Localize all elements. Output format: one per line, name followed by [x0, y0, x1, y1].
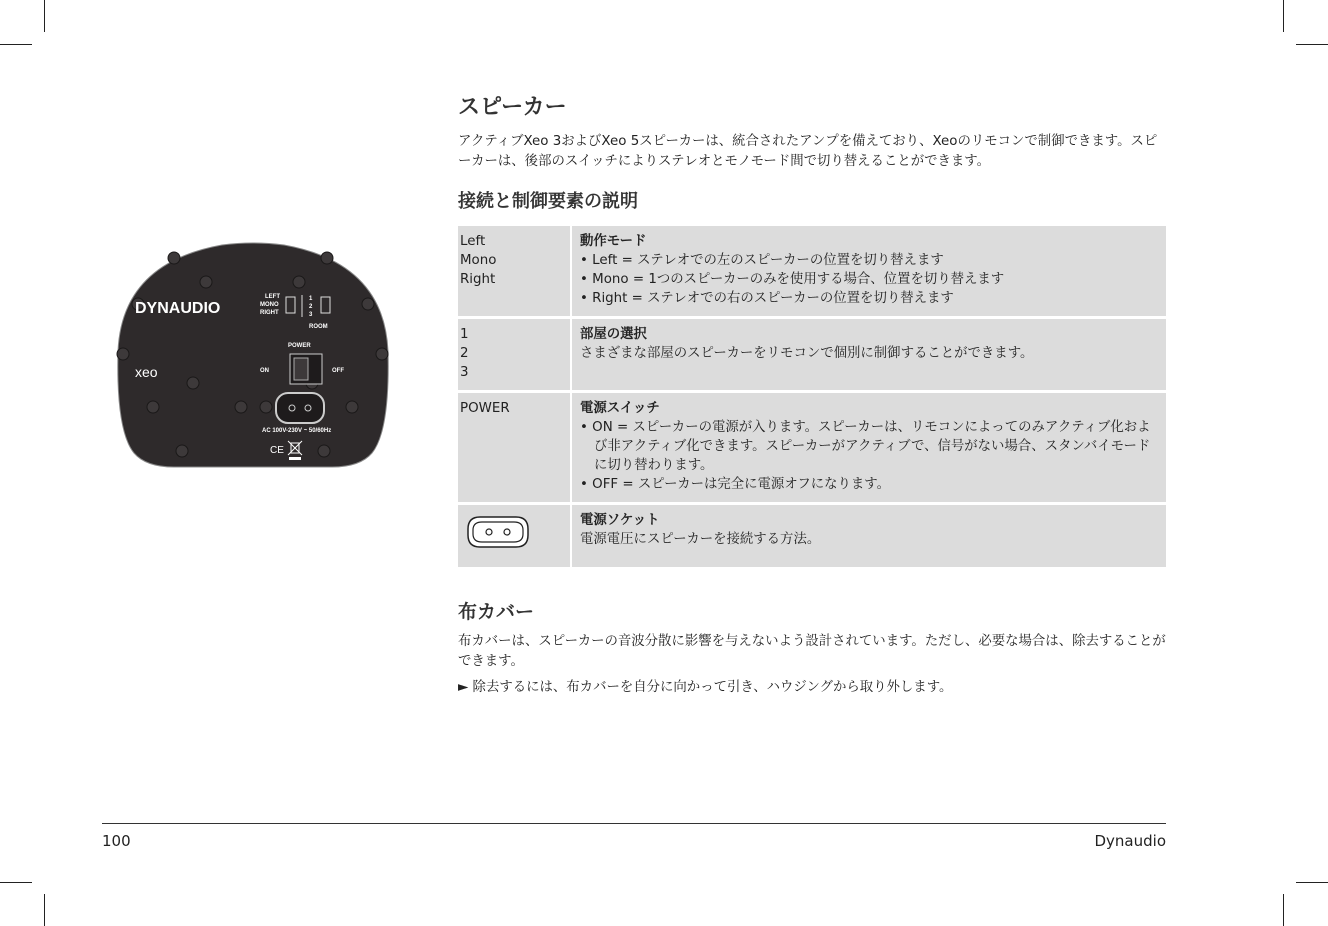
table-row — [458, 318, 1166, 392]
label-right: RIGHT — [260, 310, 279, 316]
row-text: さまざまな部屋のスピーカーをリモコンで個別に制御することができます。 — [580, 346, 1034, 361]
label-3: 3 — [460, 365, 469, 380]
dynaudio-logo: DYNAUDIO — [135, 300, 221, 317]
crop-mark — [44, 0, 45, 32]
label-2: 2 — [309, 304, 313, 310]
crop-mark — [1296, 882, 1328, 883]
label-off: OFF — [332, 368, 344, 374]
label-mono: Mono — [460, 253, 497, 268]
section-title-fabric-cover: 布カバー — [458, 601, 535, 623]
fabric-cover-section — [458, 598, 1166, 698]
row-heading: 動作モード — [580, 234, 647, 249]
footer-brand: Dynaudio — [1094, 832, 1166, 850]
row-heading: 電源スイッチ — [580, 401, 660, 416]
label-on: ON — [260, 368, 269, 374]
label-ac: AC 100V-230V ~ 50/60Hz — [262, 428, 332, 434]
table-cell-description — [571, 504, 1166, 568]
speaker-rear-panel-drawing — [102, 241, 404, 469]
label-mono: MONO — [260, 302, 279, 308]
label-power: POWER — [288, 343, 311, 349]
main-content — [458, 94, 1166, 567]
label-1: 1 — [309, 296, 313, 302]
instruction-item: ► 除去するには、布カバーを自分に向かって引き、ハウジングから取り外します。 — [458, 680, 953, 695]
label-2: 2 — [460, 346, 469, 361]
bullet-item: • Left = ステレオでの左のスピーカーの位置を切り替えます — [580, 253, 944, 268]
crop-mark — [1283, 894, 1284, 926]
crop-mark — [1296, 44, 1328, 45]
bullet-item: • Right = ステレオでの右のスピーカーの位置を切り替えます — [580, 291, 954, 306]
crop-mark — [0, 882, 32, 883]
xeo-logo: xeo — [135, 364, 158, 380]
section-body-fabric-cover: 布カバーは、スピーカーの音波分散に影響を与えないよう設計されています。ただし、必要な場合は、除去することができます。 — [458, 634, 1166, 669]
crop-mark — [44, 894, 45, 926]
table-cell-label — [458, 504, 571, 568]
footer-rule — [102, 823, 1166, 824]
row-heading: 部屋の選択 — [580, 327, 647, 342]
table-row — [458, 504, 1166, 568]
bullet-item: • OFF = スピーカーは完全に電源オフになります。 — [580, 477, 890, 492]
table-cell-label: POWER — [458, 392, 571, 504]
section-title-controls: 接続と制御要素の説明 — [458, 191, 638, 212]
ce-mark: CE — [270, 445, 284, 456]
label-left: Left — [460, 234, 486, 249]
crop-mark — [0, 44, 32, 45]
label-1: 1 — [460, 327, 469, 342]
label-right: Right — [460, 272, 496, 287]
bullet-item: • ON = スピーカーの電源が入ります。スピーカーは、リモコンによってのみアクティブ化および非アクティブ化できます。スピーカーがアクティブで、信号がない場合、スタンバイモードに切り替わります。 — [580, 420, 1151, 473]
power-socket-icon — [466, 515, 530, 549]
page-number: 100 — [102, 832, 131, 850]
section-body-speaker: アクティブXeo 3およびXeo 5スピーカーは、統合されたアンプを備えており、Xeoのリモコンで制御できます。スピーカーは、後部のスイッチによりステレオとモノモード間で切り替えることができます。 — [458, 134, 1158, 169]
table-row — [458, 226, 1166, 318]
label-room: ROOM — [309, 324, 328, 330]
controls-table — [458, 226, 1166, 567]
table-cell-description — [571, 318, 1166, 392]
speaker-rear-panel — [102, 241, 404, 469]
table-cell-description — [571, 392, 1166, 504]
row-heading: 電源ソケット — [580, 513, 660, 528]
label-3: 3 — [309, 312, 313, 318]
power-socket — [276, 393, 324, 423]
table-cell-label — [458, 318, 571, 392]
crop-mark — [1283, 0, 1284, 32]
row-text: 電源電圧にスピーカーを接続する方法。 — [580, 532, 821, 547]
label-left: LEFT — [265, 294, 280, 300]
table-cell-description — [571, 226, 1166, 318]
section-title-speaker: スピーカー — [458, 95, 567, 120]
table-cell-label — [458, 226, 571, 318]
table-row — [458, 392, 1166, 504]
bullet-item: • Mono = 1つのスピーカーのみを使用する場合、位置を切り替えます — [580, 272, 1005, 287]
